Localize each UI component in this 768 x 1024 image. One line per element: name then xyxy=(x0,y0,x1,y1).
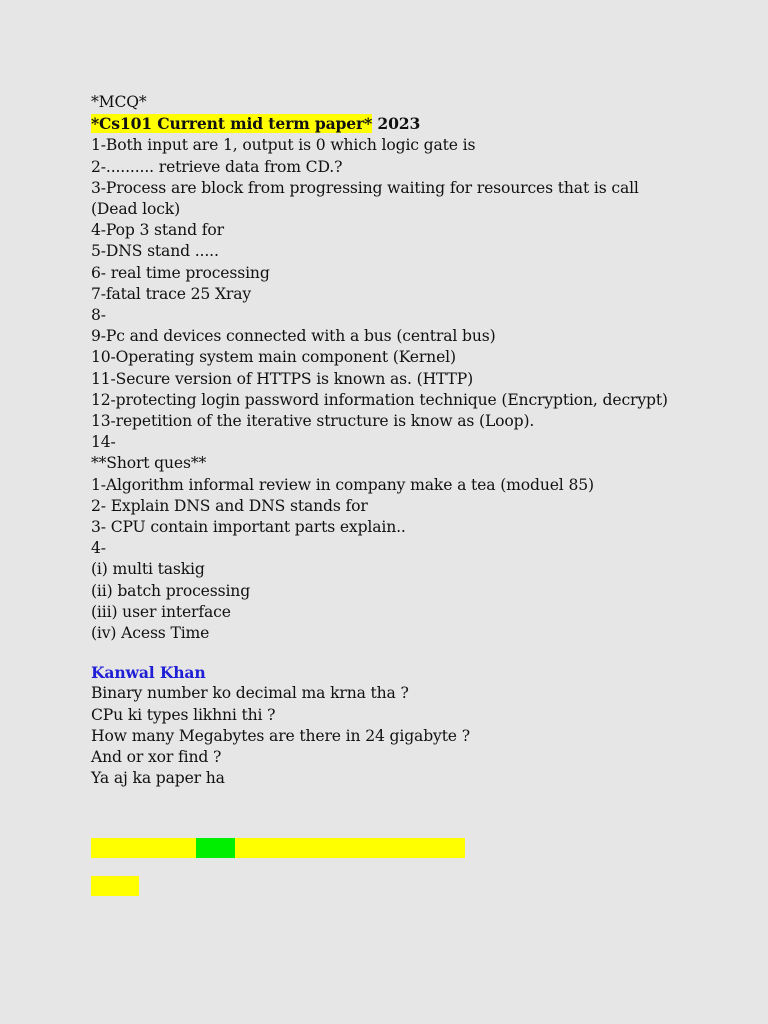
paper-year: 2023 xyxy=(372,114,421,134)
mcq-item: 9-Pc and devices connected with a bus (central bus) xyxy=(91,327,496,346)
short-question-item: 1-Algorithm informal review in company make a tea (moduel 85) xyxy=(91,475,594,494)
mcq-item: 7-fatal trace 25 Xray xyxy=(91,284,252,303)
mcq-label: *MCQ* xyxy=(91,93,147,111)
paper-title-highlight: *Cs101 Current mid term paper* xyxy=(91,114,373,134)
mcq-item: 10-Operating system main component (Kernel) xyxy=(91,348,456,367)
short-question-item: 4- xyxy=(91,539,106,558)
short-question-item: (iii) user interface xyxy=(91,602,231,621)
mcq-item: 1-Both input are 1, output is 0 which logic gate is xyxy=(91,136,476,155)
mcq-item: 5-DNS stand ..... xyxy=(91,242,219,261)
author-question: How many Megabytes are there in 24 gigabyte ? xyxy=(91,726,470,745)
mcq-item: 12-protecting login password information technique (Encryption, decrypt) xyxy=(91,390,668,409)
mcq-item: 14- xyxy=(91,433,116,452)
author-question: And or xor find ? xyxy=(91,748,222,767)
author-name: Kanwal Khan xyxy=(91,663,206,683)
mcq-item: 11-Secure version of HTTPS is known as. (HTTP) xyxy=(91,369,474,388)
section-spacer xyxy=(91,644,728,662)
mcq-item: 8- xyxy=(91,306,106,325)
mcq-item: 6- real time processing xyxy=(91,263,270,282)
mcq-item: 2-.......... retrieve data from CD.? xyxy=(91,157,343,176)
mcq-item: 13-repetition of the iterative structure is know as (Loop). xyxy=(91,412,535,431)
highlight-bar xyxy=(91,838,465,858)
author-question: CPu ki types likhni thi ? xyxy=(91,705,276,724)
mcq-item: 3-Process are block from progressing waiting for resources that is call (Dead lock) xyxy=(91,178,639,219)
highlight-segment-yellow xyxy=(91,838,196,858)
highlight-block xyxy=(91,876,139,896)
short-question-item: (iv) Acess Time xyxy=(91,624,210,643)
paper-title xyxy=(91,113,728,135)
highlight-segment-green xyxy=(196,838,235,858)
mcq-item: 4-Pop 3 stand for xyxy=(91,221,224,240)
author-question: Binary number ko decimal ma krna tha ? xyxy=(91,684,409,703)
highlight-segment-yellow xyxy=(235,838,465,858)
short-questions-label: **Short ques** xyxy=(91,454,207,473)
author-question: Ya aj ka paper ha xyxy=(91,769,225,788)
short-question-item: 3- CPU contain important parts explain.. xyxy=(91,518,406,537)
short-question-item: 2- Explain DNS and DNS stands for xyxy=(91,496,368,515)
short-question-item: (i) multi taskig xyxy=(91,560,205,579)
short-question-item: (ii) batch processing xyxy=(91,581,251,600)
